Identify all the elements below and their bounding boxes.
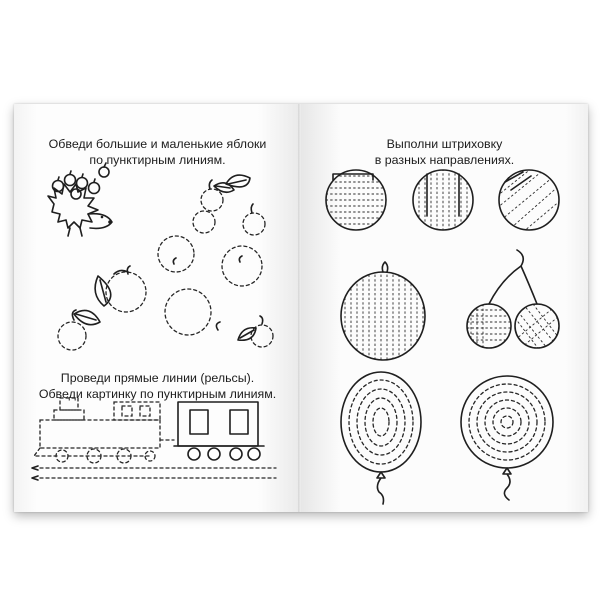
wagon-icon — [174, 402, 264, 460]
apple-icon — [341, 262, 425, 362]
circle-icon — [497, 164, 561, 232]
left-page — [14, 104, 301, 512]
apples-instruction-line1: Обведи большие и маленькие яблоки — [48, 137, 267, 151]
workbook-spread — [14, 104, 588, 512]
train-instruction-line2: Обведи картинку по пунктирным линиям. — [38, 387, 277, 401]
circle-icon — [321, 170, 393, 230]
apples-instruction-line2: по пунктирным линиям. — [89, 153, 226, 167]
hatching-exercise — [301, 104, 588, 512]
hatching-instruction-line2: в разных направлениях. — [374, 153, 515, 167]
right-page — [301, 104, 588, 512]
circle-icon — [413, 164, 473, 236]
train-exercise — [14, 104, 301, 512]
train-icon — [34, 398, 174, 463]
balloon-icon — [461, 376, 553, 500]
train-instruction-line1: Проведи прямые линии (рельсы). — [60, 371, 255, 385]
balloon-icon — [341, 372, 421, 504]
cherry-icon — [467, 250, 559, 352]
hatching-instruction-line1: Выполни штриховку — [386, 137, 503, 151]
rails — [32, 466, 276, 480]
